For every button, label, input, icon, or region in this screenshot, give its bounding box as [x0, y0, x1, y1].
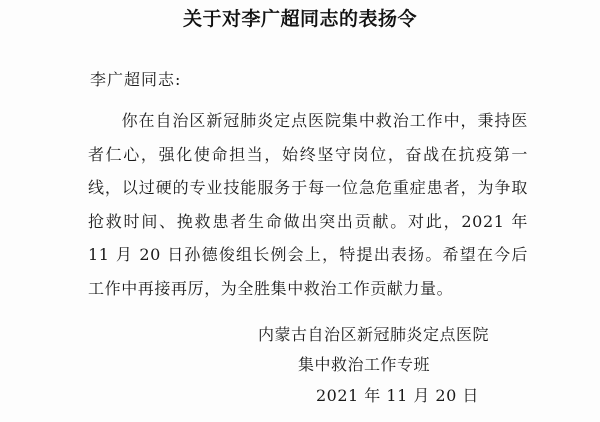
signature-organization: 内蒙古自治区新冠肺炎定点医院: [258, 325, 490, 344]
signature-date: 2021 年 11 月 20 日: [316, 386, 479, 405]
signature-team: 集中救治工作专班: [298, 355, 431, 374]
salutation: 李广超同志:: [90, 70, 182, 89]
signature-block: [258, 320, 518, 411]
document-title: 关于对李广超同志的表扬令: [182, 8, 417, 30]
body-paragraph: 你在自治区新冠肺炎定点医院集中救治工作中，秉持医者仁心，强化使命担当，始终坚守岗位，奋战在抗疫第一线，以过硬的专业技能服务于每一位急危重症患者，为争取抢救时间、挽救患者生命做出突出贡献。对此，2021 年 11 月 20 日孙德俊组长例会上，特提出表扬。希望在今后工作中再接再厉，为全胜集中救治工作贡献力量。: [88, 111, 528, 298]
